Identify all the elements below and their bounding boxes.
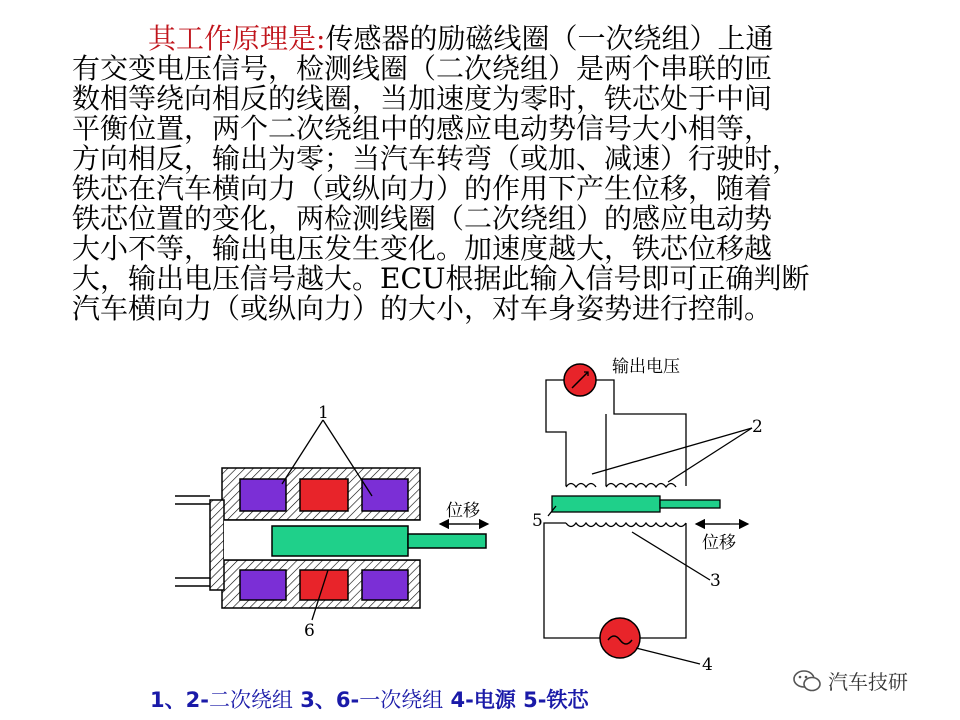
para-line-1: 其工作原理是:传感器的励磁线圈（一次绕组）上通 [148, 22, 774, 55]
coil-1-upper [240, 479, 286, 511]
coil-primary-lower [300, 570, 348, 600]
secondary-coil-a [566, 484, 596, 488]
para-label: 其工作原理是: [148, 22, 326, 55]
iron-core [272, 526, 408, 556]
label-5: 5 [532, 511, 543, 531]
left-sensor-cross-section [175, 403, 488, 641]
primary-coil [566, 523, 686, 527]
power-source-icon [600, 618, 640, 658]
para-line-5: 方向相反，输出为零；当汽车转弯（或加、减速）行驶时， [72, 142, 801, 175]
coil-primary-upper [300, 479, 348, 511]
wechat-icon [792, 668, 822, 694]
coil-2-upper [362, 479, 408, 511]
iron-core-schematic [552, 496, 660, 512]
displacement-label-right: 位移 [702, 533, 736, 553]
para-line-9: 大，输出电压信号越大。ECU根据此输入信号即可正确判断 [72, 262, 810, 295]
coil-1-lower [240, 570, 286, 600]
core-rod-schematic [660, 500, 720, 508]
figure-caption: 1、2-二次绕组 3、6-一次绕组 4-电源 5-铁芯 [150, 688, 589, 712]
displacement-label-left: 位移 [446, 501, 480, 521]
end-cap [210, 500, 224, 590]
para-line-4: 平衡位置，两个二次绕组中的感应电动势信号大小相等， [72, 112, 773, 145]
para-line-8: 大小不等，输出电压发生变化。加速度越大，铁芯位移越 [72, 232, 773, 265]
core-rod [408, 534, 486, 548]
label-2: 2 [752, 417, 763, 437]
output-voltage-label: 输出电压 [612, 357, 680, 377]
secondary-coil-b [606, 484, 676, 488]
para-line-2: 有交变电压信号，检测线圈（二次绕组）是两个串联的匝 [72, 52, 773, 85]
label-4: 4 [702, 655, 713, 675]
right-sensor-schematic [532, 357, 763, 675]
para-line-6: 铁芯在汽车横向力（或纵向力）的作用下产生位移，随着 [72, 172, 773, 205]
para-line-3: 数相等绕向相反的线圈，当加速度为零时，铁芯处于中间 [72, 82, 773, 115]
label-1: 1 [318, 403, 329, 423]
coil-2-lower [362, 570, 408, 600]
para-line-7: 铁芯位置的变化，两检测线圈（二次绕组）的感应电动势 [72, 202, 773, 235]
label-6: 6 [304, 621, 315, 641]
watermark [792, 666, 908, 695]
watermark-text: 汽车技研 [828, 670, 908, 694]
label-3: 3 [710, 571, 721, 591]
para-line-10: 汽车横向力（或纵向力）的大小，对车身姿势进行控制。 [72, 292, 773, 325]
